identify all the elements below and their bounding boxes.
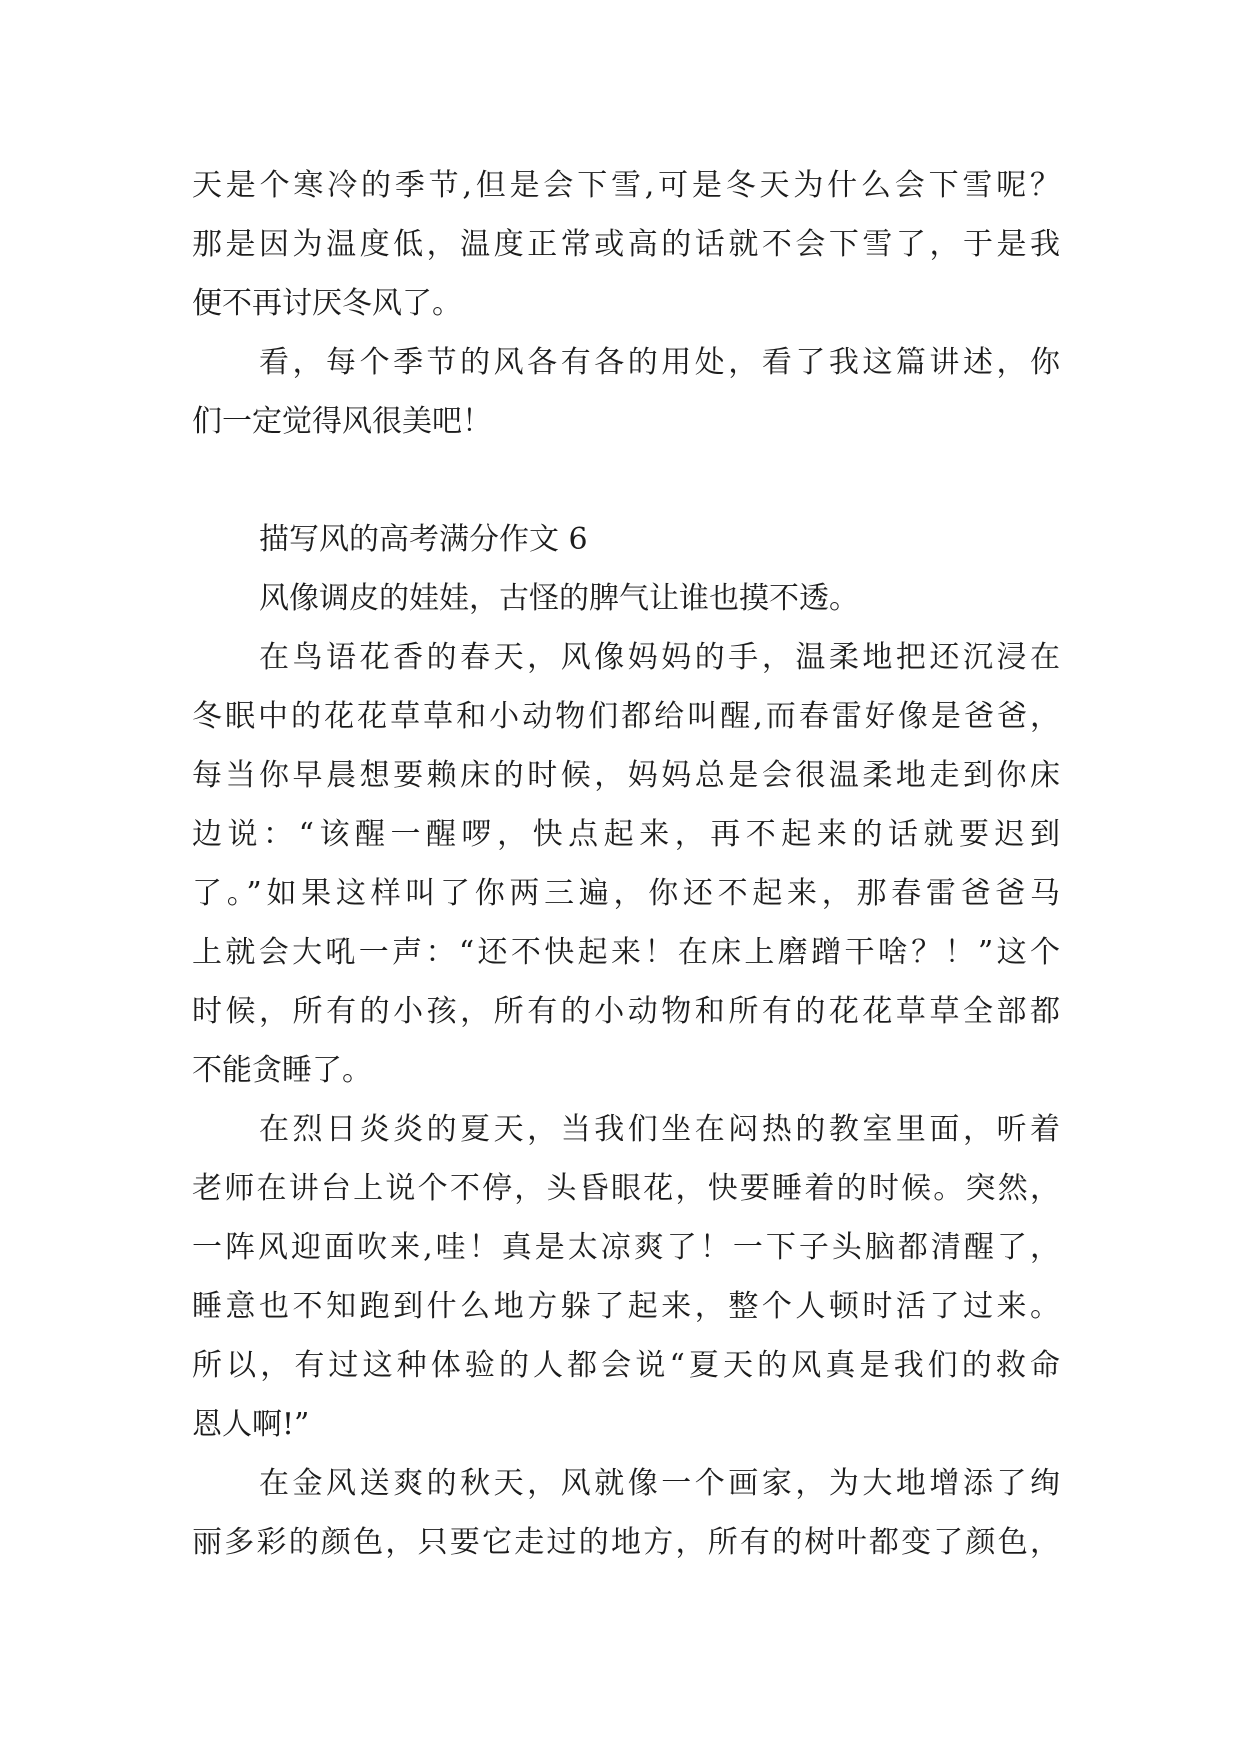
- text-line: 睡意也不知跑到什么地方躲了起来，整个人顿时活了过来。: [192, 1289, 1060, 1324]
- text-line: 冬眠中的花花草草和小动物们都给叫醒,而春雷好像是爸爸，: [192, 699, 1060, 734]
- text-line: 看，每个季节的风各有各的用处，看了我这篇讲述，你: [259, 345, 1060, 380]
- text-line: 所以，有过这种体验的人都会说“夏天的风真是我们的救命: [192, 1348, 1060, 1383]
- text-line: 风像调皮的娃娃，古怪的脾气让谁也摸不透。: [259, 581, 859, 616]
- text-line: 在金风送爽的秋天，风就像一个画家，为大地增添了绚: [259, 1466, 1060, 1501]
- text-line: 老师在讲台上说个不停，头昏眼花，快要睡着的时候。突然，: [192, 1171, 1060, 1206]
- text-line: 便不再讨厌冬风了。: [192, 286, 462, 321]
- document-body: [192, 156, 1060, 1572]
- paragraph-intro: [192, 569, 1060, 628]
- text-line: 丽多彩的颜色，只要它走过的地方，所有的树叶都变了颜色，: [192, 1525, 1060, 1560]
- text-line: 每当你早晨想要赖床的时候，妈妈总是会很温柔地走到你床: [192, 758, 1060, 793]
- blank-line: [192, 451, 1060, 510]
- text-line: 那是因为温度低，温度正常或高的话就不会下雪了，于是我: [192, 227, 1060, 262]
- text-line: 恩人啊!”: [192, 1407, 310, 1442]
- text-line: 在烈日炎炎的夏天，当我们坐在闷热的教室里面，听着: [259, 1112, 1060, 1147]
- paragraph-conclusion: [192, 333, 1060, 451]
- text-line: 边说：“该醒一醒啰，快点起来，再不起来的话就要迟到: [192, 817, 1060, 852]
- section-title: 描写风的高考满分作文 6: [259, 522, 588, 557]
- text-line: 了。”如果这样叫了你两三遍，你还不起来，那春雷爸爸马: [192, 876, 1060, 911]
- text-line: 一阵风迎面吹来,哇！真是太凉爽了！一下子头脑都清醒了，: [192, 1230, 1060, 1265]
- text-line: 不能贪睡了。: [192, 1053, 372, 1088]
- text-line: 上就会大吼一声：“还不快起来！在床上磨蹭干啥？！”这个: [192, 935, 1060, 970]
- paragraph-spring: [192, 628, 1060, 1100]
- text-line: 在鸟语花香的春天，风像妈妈的手，温柔地把还沉浸在: [259, 640, 1060, 675]
- text-line: 时候，所有的小孩，所有的小动物和所有的花花草草全部都: [192, 994, 1060, 1029]
- paragraph-autumn: [192, 1454, 1060, 1572]
- text-line: 们一定觉得风很美吧！: [192, 404, 492, 439]
- paragraph-summer: [192, 1100, 1060, 1454]
- paragraph-winter-end: [192, 156, 1060, 333]
- text-line: 天是个寒冷的季节,但是会下雪,可是冬天为什么会下雪呢？: [192, 168, 1060, 203]
